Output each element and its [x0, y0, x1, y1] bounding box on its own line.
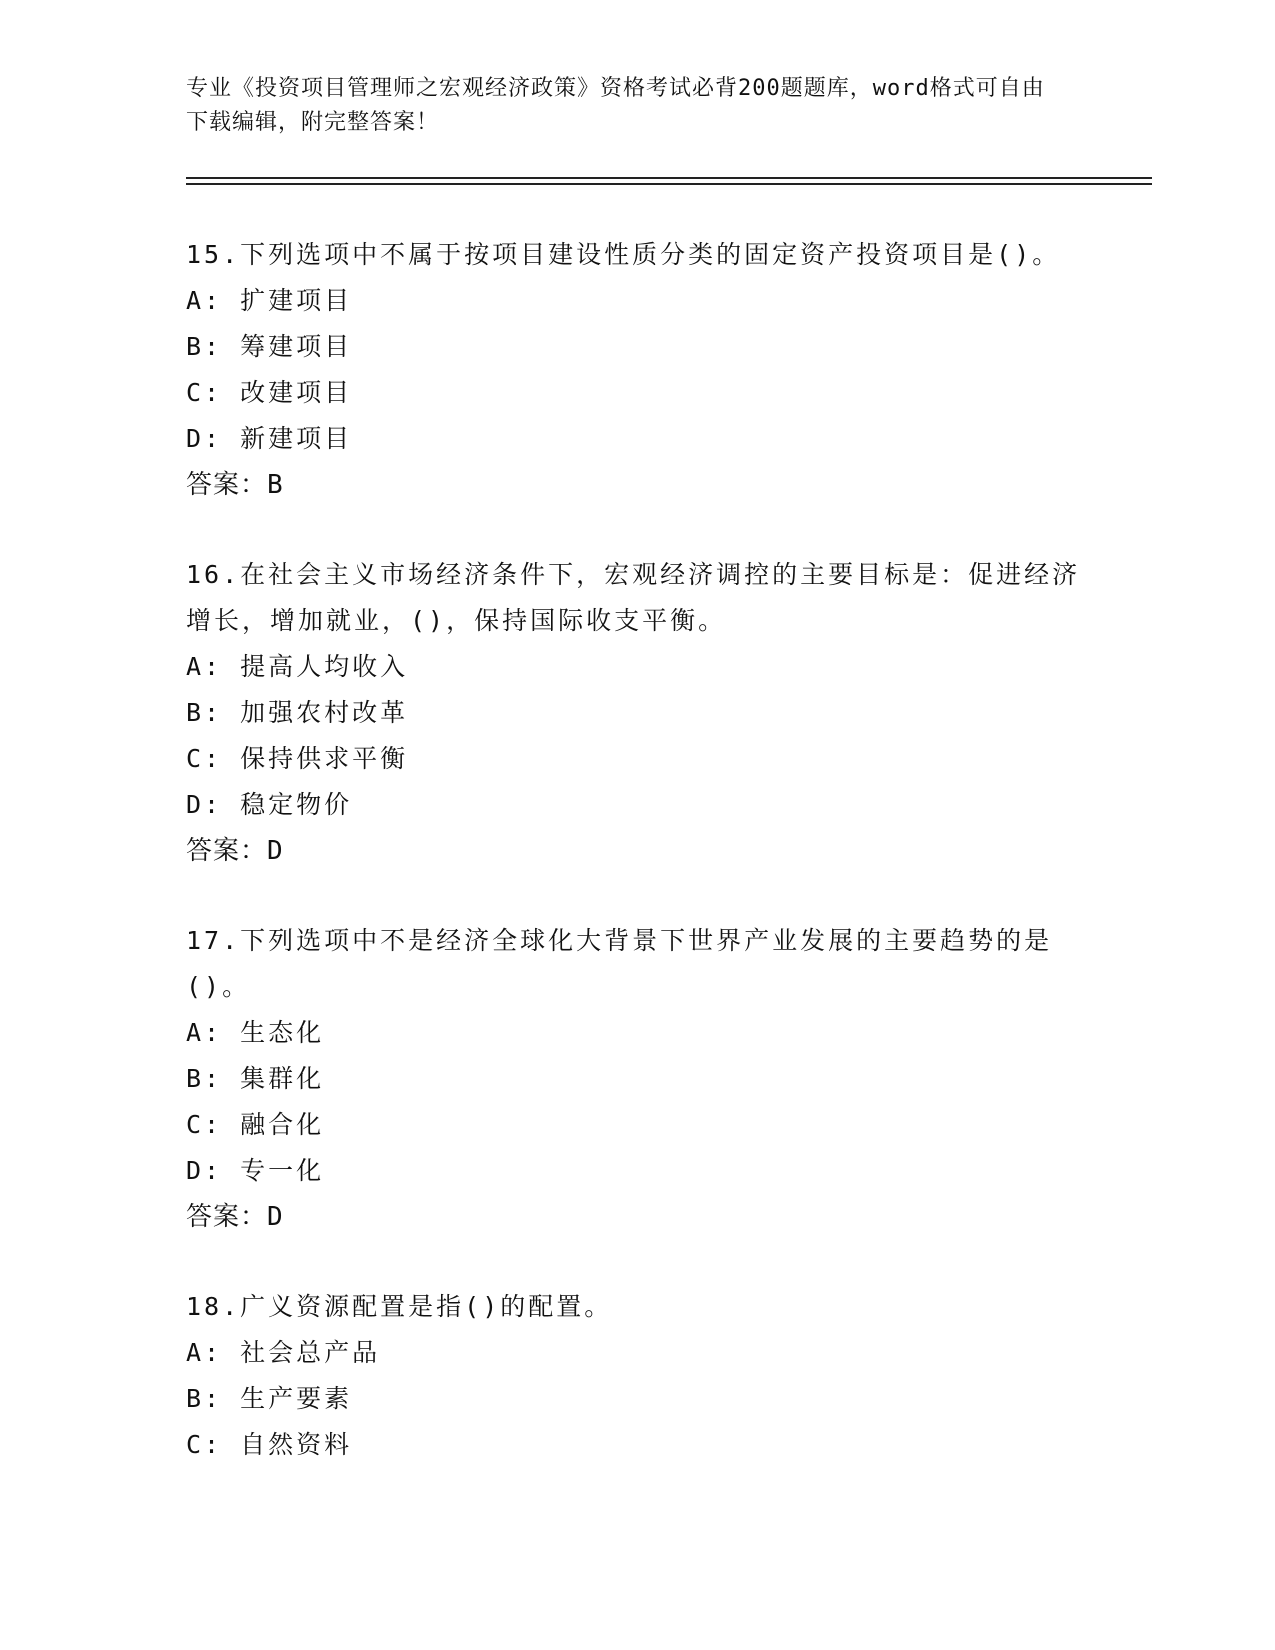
option-d: D: 专一化 [186, 1156, 325, 1185]
question-17 [186, 918, 1086, 1240]
header-divider-top [186, 177, 1152, 179]
option-b: B: 集群化 [186, 1064, 325, 1093]
option-a: A: 扩建项目 [186, 286, 353, 315]
question-15 [186, 232, 1086, 508]
option-b: B: 筹建项目 [186, 332, 353, 361]
answer-line: 答案：D [186, 1202, 284, 1232]
option-a: A: 提高人均收入 [186, 652, 409, 681]
question-list [186, 232, 1086, 1512]
answer-line: 答案：B [186, 470, 284, 500]
document-header: 专业《投资项目管理师之宏观经济政策》资格考试必背200题题库，word格式可自由下载编辑，附完整答案！ [186, 76, 1045, 135]
question-stem: 18.广义资源配置是指()的配置。 [186, 1292, 613, 1321]
question-16 [186, 552, 1086, 874]
answer-line: 答案：D [186, 836, 284, 866]
option-b: B: 生产要素 [186, 1384, 353, 1413]
option-a: A: 社会总产品 [186, 1338, 381, 1367]
question-stem: 16.在社会主义市场经济条件下，宏观经济调控的主要目标是：促进经济增长，增加就业，()，保持国际收支平衡。 [186, 560, 1081, 635]
option-c: C: 融合化 [186, 1110, 325, 1139]
question-stem: 17.下列选项中不是经济全球化大背景下世界产业发展的主要趋势的是()。 [186, 926, 1053, 1001]
option-c: C: 改建项目 [186, 378, 353, 407]
option-c: C: 保持供求平衡 [186, 744, 409, 773]
question-stem: 15.下列选项中不属于按项目建设性质分类的固定资产投资项目是()。 [186, 240, 1061, 269]
option-d: D: 新建项目 [186, 424, 353, 453]
option-a: A: 生态化 [186, 1018, 325, 1047]
option-c: C: 自然资料 [186, 1430, 353, 1459]
option-b: B: 加强农村改革 [186, 698, 409, 727]
header-divider-bottom [186, 183, 1152, 185]
question-18 [186, 1284, 1086, 1468]
option-d: D: 稳定物价 [186, 790, 353, 819]
